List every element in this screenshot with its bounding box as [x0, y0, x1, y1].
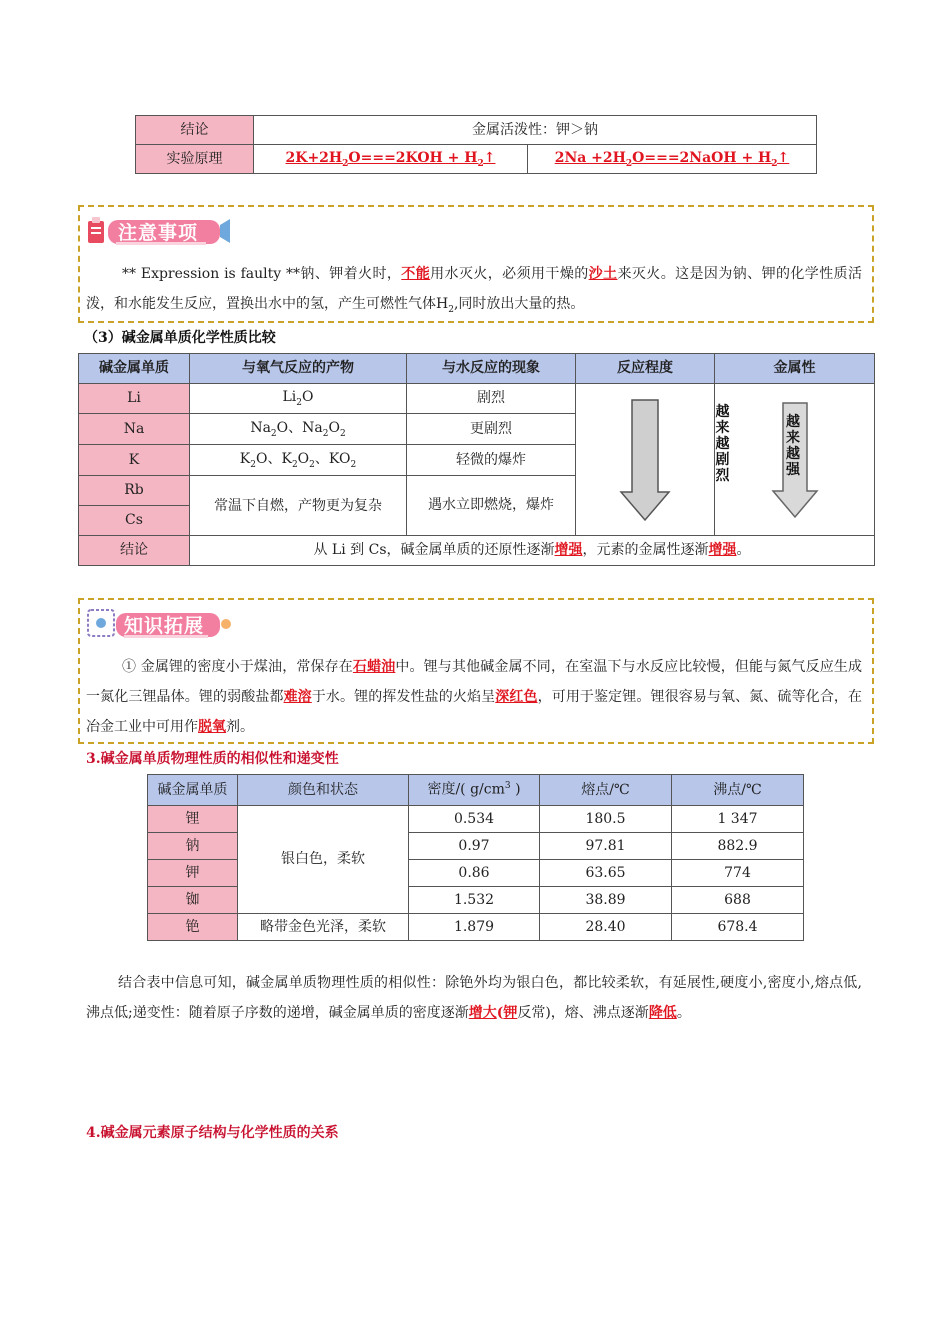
- density-na: 0.97: [409, 833, 540, 860]
- notice-box: [78, 205, 874, 323]
- phys-header-density: 密度/( $g/cm^3$ ): [409, 775, 540, 806]
- phys-metal-k: 钾: [148, 860, 238, 887]
- melting-cs: 28.40: [540, 914, 672, 941]
- metal-k: K: [79, 445, 190, 476]
- header-water-phenomenon: 与水反应的现象: [407, 354, 576, 384]
- principle-label: 实验原理: [136, 145, 254, 174]
- phys-color-cs: 略带金色光泽，柔软: [238, 914, 409, 941]
- phys-header-melting: 熔点/℃: [540, 775, 672, 806]
- highlight-deep-red: 深红色: [495, 689, 538, 705]
- arrow-text-strength: 越来越强: [786, 414, 800, 478]
- chem-conclusion-label: 结论: [79, 536, 190, 566]
- highlight-increase: 增大: [468, 1005, 497, 1021]
- conclusion-label: 结论: [136, 116, 254, 145]
- phys-header-color: 颜色和状态: [238, 775, 409, 806]
- summary-paragraph: 结合表中信息可知，碱金属单质物理性质的相似性：除铯外均为银白色，都比较柔软，有延展性,硬度小,密度小,熔点低,沸点低;递变性：随着原子序数的递增，碱金属单质的密度逐渐增大(钾反常)，熔、沸点逐渐降低。: [86, 975, 862, 1021]
- boiling-na: 882.9: [672, 833, 804, 860]
- phys-metal-li: 锂: [148, 806, 238, 833]
- water-na: 更剧烈: [407, 414, 576, 445]
- density-li: 0.534: [409, 806, 540, 833]
- highlight-sand: 沙土: [588, 266, 618, 282]
- water-rb-cs: 遇水立即燃烧，爆炸: [407, 476, 576, 536]
- knowledge-text: ① 金属锂的密度小于煤油，常保存在石蜡油中。锂与其他碱金属不同，在室温下与水反应比较慢，但能与氮气反应生成一氮化三锂晶体。锂的弱酸盐都难溶于水。锂的挥发性盐的火焰呈深红色，可用于鉴定锂。锂很容易与氧、氮、硫等化合，在冶金工业中可用作脱氧剂。: [86, 659, 863, 735]
- density-cs: 1.879: [409, 914, 540, 941]
- melting-rb: 38.89: [540, 887, 672, 914]
- melting-k: 63.65: [540, 860, 672, 887]
- boiling-cs: 678.4: [672, 914, 804, 941]
- phys-header-metal: 碱金属单质: [148, 775, 238, 806]
- metal-rb: Rb: [79, 476, 190, 506]
- metal-li: Li: [79, 384, 190, 414]
- conclusion-value: 金属活泼性：钾＞钠: [254, 116, 817, 145]
- table-row: [79, 384, 875, 414]
- equation-sodium: $2Na +2H_2O===2NaOH$ + $H_2↑$: [528, 145, 817, 174]
- header-oxygen-product: 与氧气反应的产物: [190, 354, 407, 384]
- equation-potassium: $2K+2H_2O===2KOH$ + $H_2↑$: [254, 145, 528, 174]
- oxide-na: $Na_2O$、$Na_2O_2$: [190, 414, 407, 445]
- table-row: [148, 914, 804, 941]
- highlight-paraffin-oil: 石蜡油: [352, 659, 396, 675]
- table-row: [79, 536, 875, 566]
- table-row: [148, 806, 804, 833]
- water-k: 轻微的爆炸: [407, 445, 576, 476]
- top-table: [135, 115, 817, 174]
- boiling-li: 1 347: [672, 806, 804, 833]
- section-physical-heading: 3.碱金属单质物理性质的相似性和递变性: [86, 751, 339, 767]
- header-reaction-degree: 反应程度: [576, 354, 715, 384]
- notice-badge-text: 注意事项: [118, 222, 199, 244]
- highlight-deoxidize: 脱氧: [198, 719, 226, 735]
- phys-color-group: 银白色，柔软: [238, 806, 409, 914]
- metal-cs: Cs: [79, 506, 190, 536]
- header-metal: 碱金属单质: [79, 354, 190, 384]
- oxide-li: $Li_2O$: [190, 384, 407, 414]
- highlight-enhance-2: 增强: [708, 542, 737, 559]
- melting-li: 180.5: [540, 806, 672, 833]
- oxide-rb-cs: 常温下自燃，产物更为复杂: [190, 476, 407, 536]
- melting-na: 97.81: [540, 833, 672, 860]
- oxide-k: $K_2O$、$K_2O_2$、$KO_2$: [190, 445, 407, 476]
- knowledge-badge: [86, 606, 232, 640]
- density-k: 0.86: [409, 860, 540, 887]
- arrow-down-icon: [619, 398, 671, 522]
- notice-text: ** Expression is faulty **钠、钾着火时，不能用水灭火，必须用干燥的沙土来灭火。这是因为钠、钾的化学性质活泼，和水能发生反应，置换出水中的氢，产生可燃性气体$H_2$,同时放出大量的热。: [86, 266, 863, 315]
- arrow-text-intensity: 越来越剧烈: [715, 403, 730, 484]
- phys-metal-na: 钠: [148, 833, 238, 860]
- phys-header-boiling: 沸点/℃: [672, 775, 804, 806]
- water-li: 剧烈: [407, 384, 576, 414]
- highlight-enhance-1: 增强: [554, 542, 583, 559]
- chemical-property-table: [78, 353, 875, 566]
- section-3-heading: （3）碱金属单质化学性质比较: [84, 330, 276, 346]
- highlight-potassium: 钾: [503, 1005, 518, 1021]
- physical-property-table: [147, 774, 804, 941]
- header-metallicity: 金属性: [715, 354, 875, 384]
- boiling-k: 774: [672, 860, 804, 887]
- reaction-degree-cell: [576, 384, 730, 536]
- phys-metal-cs: 铯: [148, 914, 238, 941]
- knowledge-box: [78, 598, 874, 744]
- highlight-cannot: 不能: [401, 266, 431, 282]
- metal-na: Na: [79, 414, 190, 445]
- boiling-rb: 688: [672, 887, 804, 914]
- density-rb: 1.532: [409, 887, 540, 914]
- highlight-insoluble: 难溶: [283, 689, 312, 705]
- chem-conclusion-text: 从 Li 到 Cs，碱金属单质的还原性逐渐增强，元素的金属性逐渐增强。: [190, 536, 875, 566]
- notice-badge: [86, 213, 232, 247]
- highlight-decrease: 降低: [648, 1005, 677, 1021]
- phys-metal-rb: 铷: [148, 887, 238, 914]
- knowledge-badge-text: 知识拓展: [124, 615, 205, 637]
- section-4-heading: 4.碱金属元素原子结构与化学性质的关系: [86, 1125, 339, 1141]
